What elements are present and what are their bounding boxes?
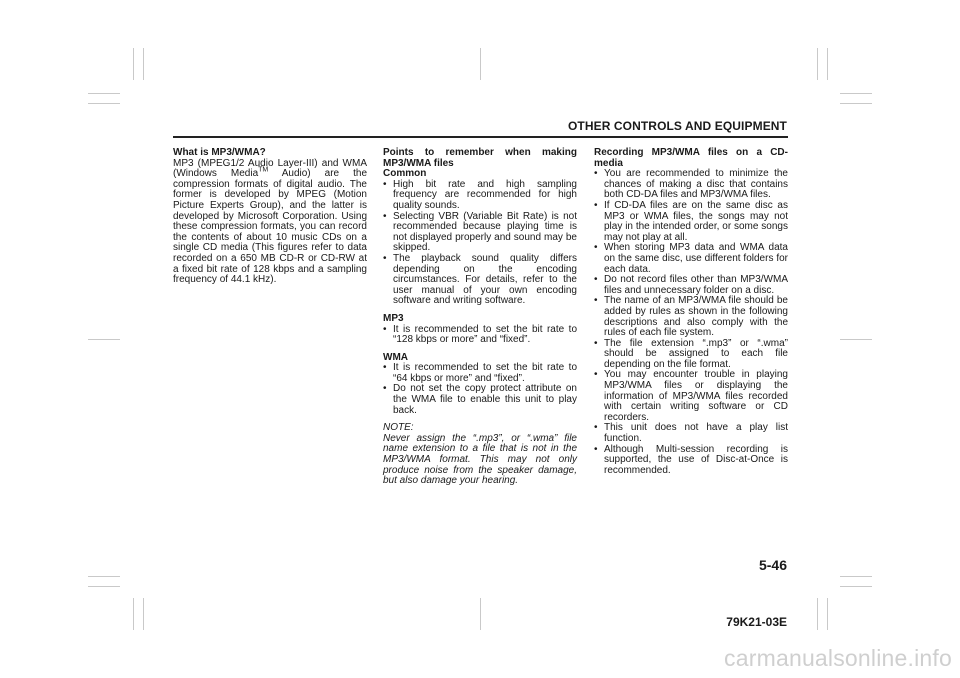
watermark: carmanualsonline.info	[724, 645, 952, 671]
crop-mark	[817, 598, 818, 630]
crop-mark	[88, 576, 120, 577]
heading-recording-mp3-wma: Recording MP3/WMA files on a CD-media	[594, 147, 788, 169]
note-text: Never assign the “.mp3”, or “.wma” file name extension to a file that is not in the MP3/WMA format. This may not only produce noise from the speaker damage, but also damage your hearing.	[383, 432, 577, 487]
crop-mark	[840, 586, 872, 587]
list-item: • Selecting VBR (Variable Bit Rate) is not recommended because playing time is not displayed properly and sound may be skipped.	[383, 212, 577, 254]
list-item: • If CD-DA files are on the same disc as MP3 or WMA files, the songs may not play in the intended order, or some songs may not play at all.	[594, 201, 788, 243]
crop-mark	[88, 93, 120, 94]
page-number: 5-46	[758, 557, 787, 573]
list-item: • It is recommended to set the bit rate to “64 kbps or more” and “fixed”.	[383, 363, 577, 384]
list-item: • High bit rate and high sampling frequency are recommended for high quality sounds.	[383, 180, 577, 212]
subheading-wma: WMA	[383, 351, 408, 363]
list-item: • You are recommended to minimize the chances of making a disc that contains both CD-DA files and MP3/WMA files.	[594, 169, 788, 201]
list-item: • Do not record files other than MP3/WMA files and unnecessary folder on a disc.	[594, 275, 788, 296]
crop-mark	[480, 48, 481, 80]
list-item: • Although Multi-session recording is supported, the use of Disc-at-Once is recommended.	[594, 445, 788, 477]
heading-what-is-mp3-wma: What is MP3/WMA?	[173, 147, 266, 158]
list-item: • This unit does not have a play list function.	[594, 423, 788, 444]
list-item: • You may encounter trouble in playing MP3/WMA files or displaying the information of MP3/WMA files recorded with certain writing software or CD recorders.	[594, 370, 788, 423]
crop-mark	[817, 48, 818, 80]
crop-mark	[827, 48, 828, 80]
paragraph-mp3-wma-description: MP3 (MPEG1/2 Audio Layer-III) and WMA (Windows Media™ Audio) are the compression formats of digital audio. The former is developed by MPEG (Motion Picture Experts Group), and the latter is developed by Microsoft Corporation. Using these compression formats, you can record the contents of about 10 music CDs on a single CD media (This figures refer to data recorded on a 650 MB CD-R or CD-RW at a fixed bit rate of 128 kbps and a sampling frequency of 44.1 kHz).	[173, 157, 368, 286]
list-item: • The playback sound quality differs depending on the encoding circumstances. For details, refer to the user manual of your own encoding software and writing software.	[383, 254, 577, 307]
list-item: • The file extension “.mp3” or “.wma” should be assigned to each file depending on the file format.	[594, 339, 788, 371]
crop-mark	[840, 576, 872, 577]
trademark-superscript: TM	[258, 166, 269, 174]
crop-mark	[480, 598, 481, 630]
crop-mark	[143, 48, 144, 80]
heading-points-to-remember: Points to remember when making MP3/WMA files	[383, 147, 577, 169]
common-list	[383, 180, 577, 307]
recording-list	[594, 169, 788, 476]
column-what-is-mp3-wma	[173, 148, 367, 286]
list-item: • It is recommended to set the bit rate to “128 kbps or more” and “fixed”.	[383, 325, 577, 346]
crop-mark	[840, 103, 872, 104]
crop-mark	[827, 598, 828, 630]
crop-mark	[133, 48, 134, 80]
column-points-to-remember	[383, 148, 577, 487]
crop-mark	[840, 93, 872, 94]
list-item: • The name of an MP3/WMA file should be added by rules as shown in the following descriptions and also comply with the rules of each file system.	[594, 296, 788, 338]
list-item: • When storing MP3 data and WMA data on the same disc, use different folders for each data.	[594, 243, 788, 275]
column-recording-on-cd	[594, 148, 788, 476]
list-item: • Do not set the copy protect attribute on the WMA file to enable this unit to play back.	[383, 384, 577, 416]
crop-mark	[840, 339, 872, 340]
crop-mark	[88, 103, 120, 104]
document-code: 79K21-03E	[726, 615, 787, 629]
crop-mark	[133, 598, 134, 630]
crop-mark	[88, 339, 120, 340]
section-title: OTHER CONTROLS AND EQUIPMENT	[567, 119, 787, 133]
note-label: NOTE:	[383, 422, 414, 434]
subheading-common: Common	[383, 168, 427, 180]
header-rule	[173, 136, 788, 138]
crop-mark	[143, 598, 144, 630]
wma-list	[383, 363, 577, 416]
subheading-mp3: MP3	[383, 312, 404, 324]
crop-mark	[88, 586, 120, 587]
mp3-list	[383, 325, 577, 346]
